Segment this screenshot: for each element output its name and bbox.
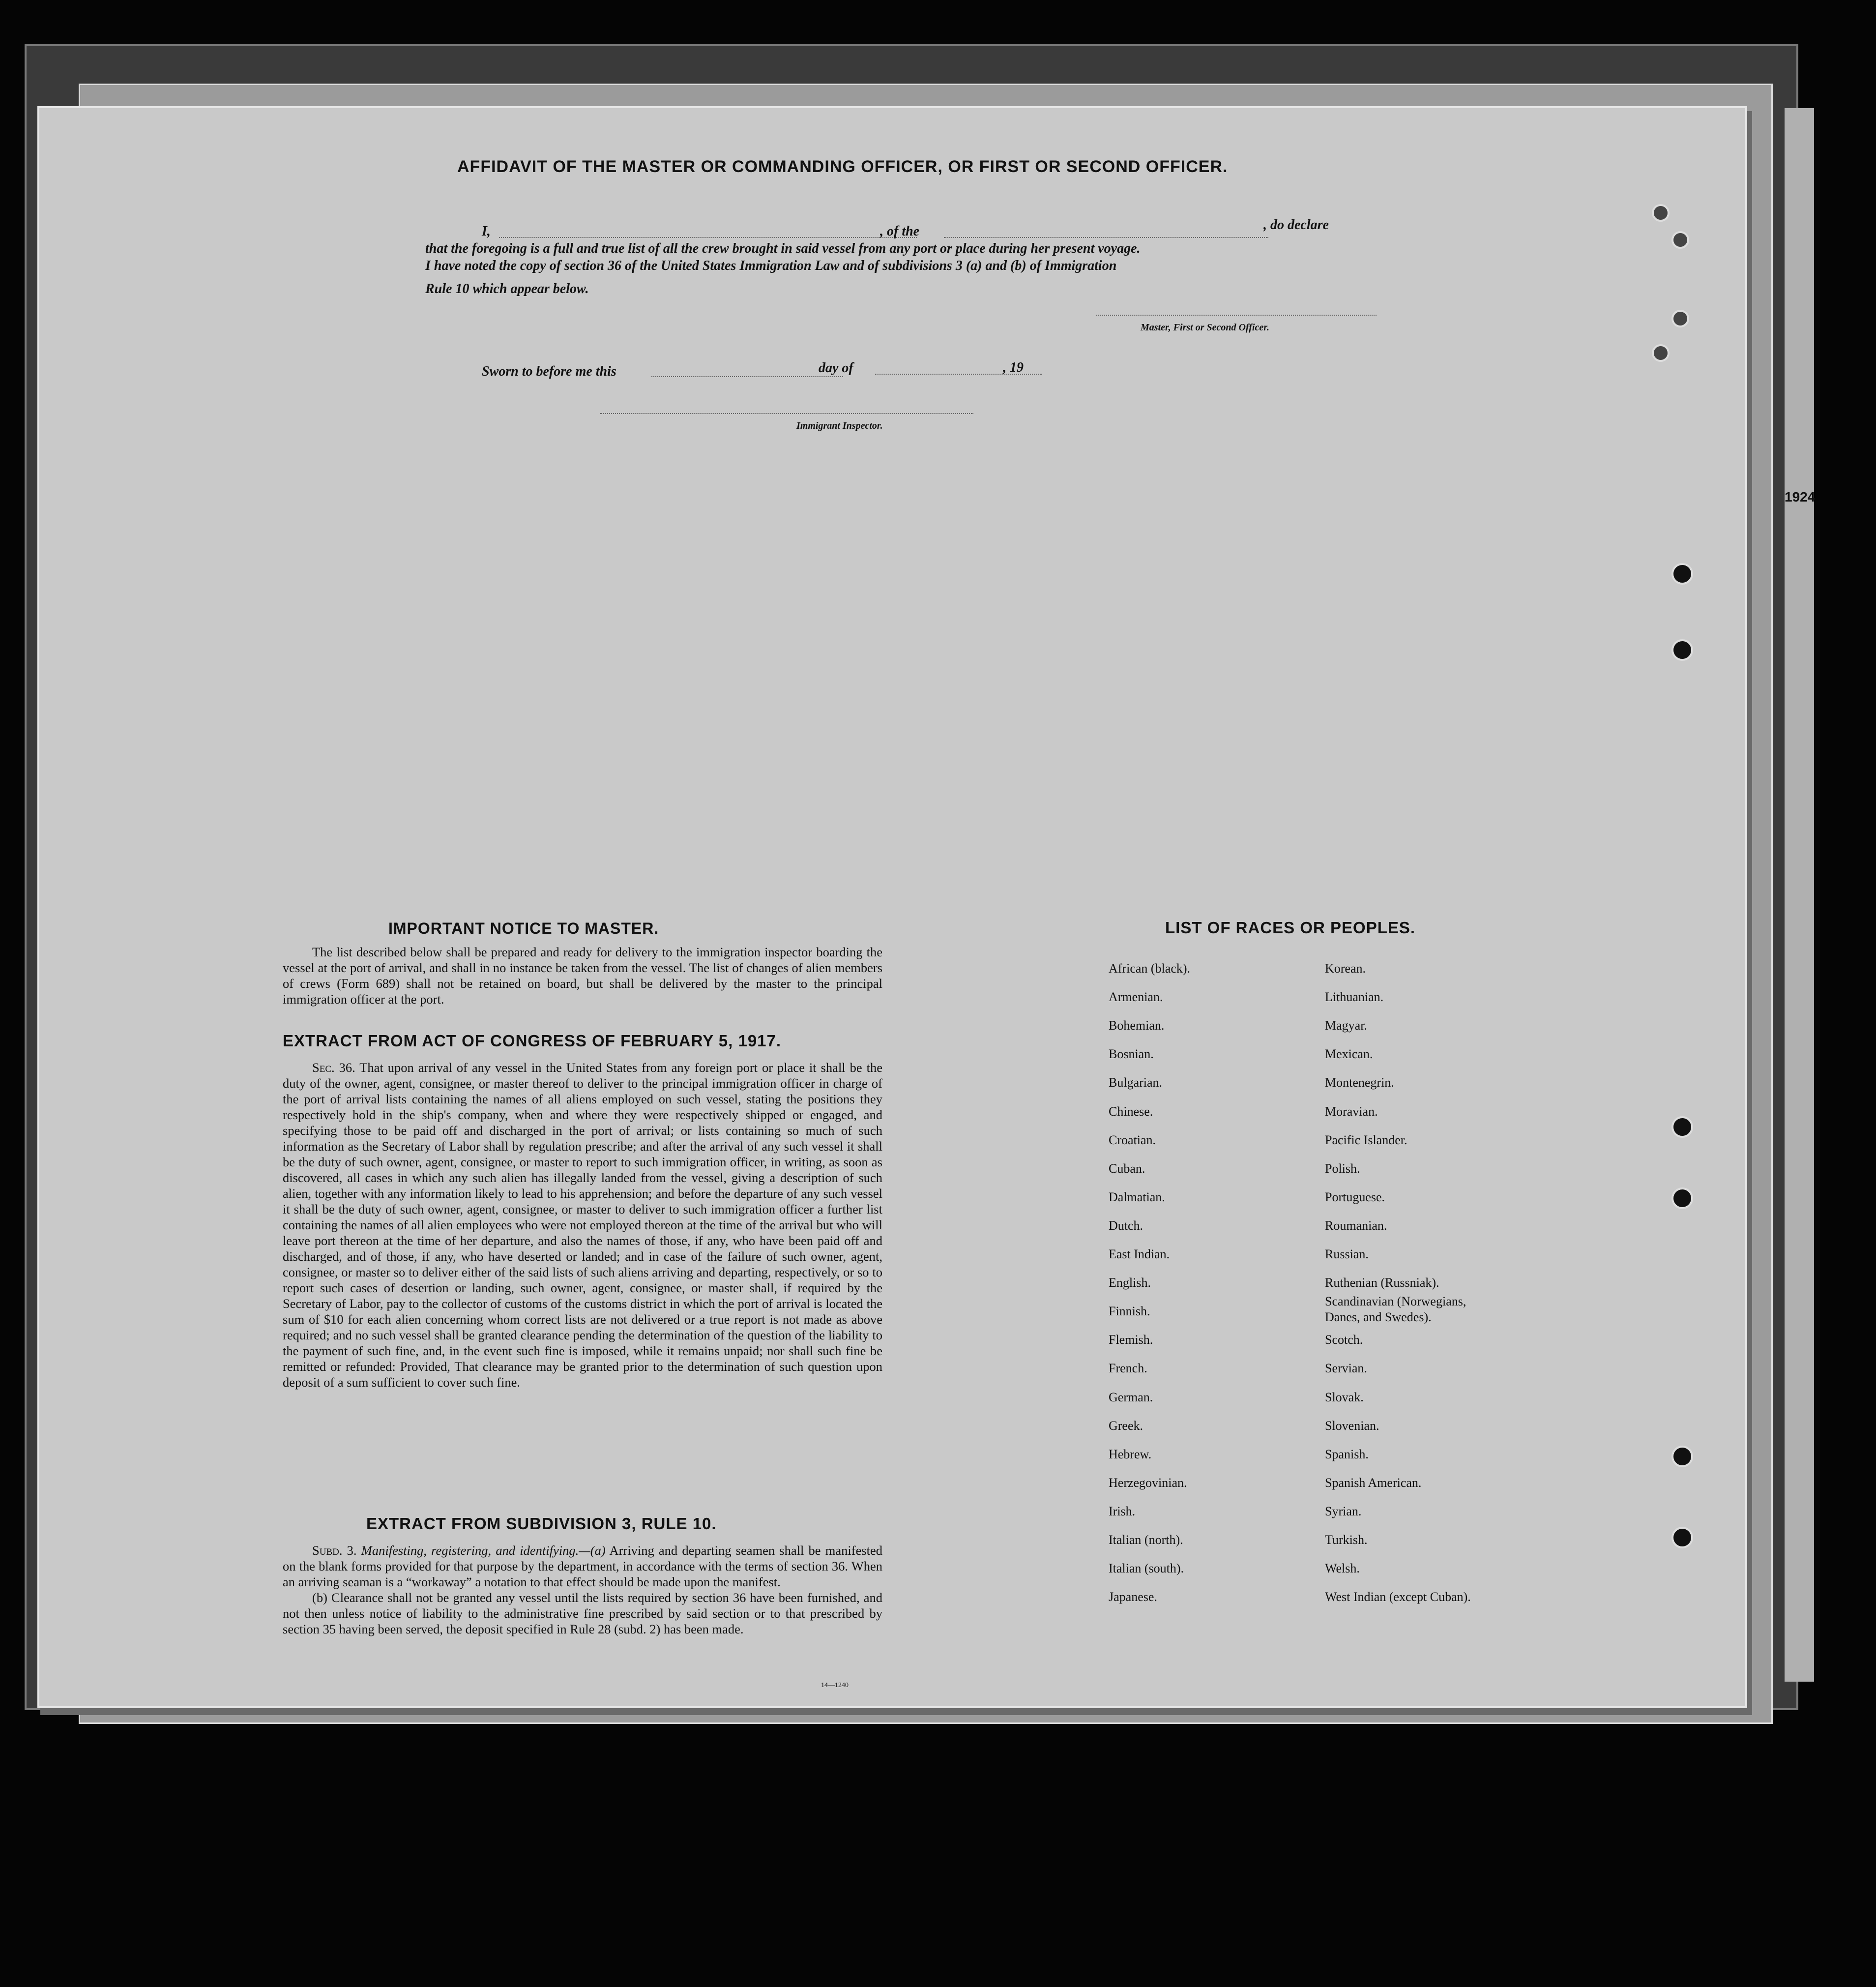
day-of-text: day of (819, 360, 853, 376)
affidavit-i: I, (482, 224, 491, 239)
race-item: Italian (north). (1109, 1533, 1183, 1547)
races-title: LIST OF RACES OR PEOPLES. (1165, 919, 1416, 937)
race-item: Polish. (1325, 1161, 1360, 1176)
race-item: Armenian. (1109, 990, 1163, 1004)
race-item: Herzegovinian. (1109, 1476, 1187, 1490)
race-item: Spanish. (1325, 1447, 1369, 1461)
race-item: East Indian. (1109, 1247, 1170, 1261)
race-item: Ruthenian (Russniak). (1325, 1275, 1439, 1290)
affidavit-of-the: , of the (880, 224, 920, 239)
inspector-blank (600, 413, 973, 414)
race-item: Welsh. (1325, 1561, 1360, 1575)
vessel-blank (944, 237, 1268, 238)
form-page (39, 108, 1745, 1706)
act-title: EXTRACT FROM ACT OF CONGRESS OF FEBRUARY 5, 1917. (283, 1032, 782, 1050)
punch-hole (1652, 344, 1670, 362)
race-item: English. (1109, 1275, 1151, 1290)
race-item: Bohemian. (1109, 1018, 1165, 1033)
race-item: Montenegrin. (1325, 1075, 1394, 1090)
inspector-label: Immigrant Inspector. (796, 420, 883, 431)
race-item: Portuguese. (1325, 1190, 1385, 1204)
year-prefix: , 19 (1003, 360, 1024, 375)
affidavit-line-4: Rule 10 which appear below. (425, 281, 589, 297)
punch-hole (1671, 1187, 1693, 1209)
signer-label: Master, First or Second Officer. (1141, 322, 1269, 333)
race-item: Korean. (1325, 961, 1366, 976)
race-item: Hebrew. (1109, 1447, 1152, 1461)
punch-hole (1671, 310, 1689, 327)
race-item: Japanese. (1109, 1590, 1157, 1604)
race-item: Roumanian. (1325, 1218, 1387, 1233)
race-item: Scandinavian (Norwegians, (1325, 1294, 1466, 1308)
race-item: Croatian. (1109, 1133, 1156, 1147)
race-item: Lithuanian. (1325, 990, 1384, 1004)
race-item: Syrian. (1325, 1504, 1362, 1518)
notice-text: The list described below shall be prepared and ready for delivery to the immigration inspector boarding the vessel at the port of arrival, and shall in no instance be taken from the vessel. The list of changes of alien members of crews (Form 689) shall not be retained on board, but shall be delivered by the master to the principal immigration officer at the port. (283, 945, 882, 1007)
race-item: West Indian (except Cuban). (1325, 1590, 1471, 1604)
race-item: Dalmatian. (1109, 1190, 1165, 1204)
affidavit-do-declare: , do declare (1263, 217, 1329, 233)
rule-subdivision-3 (283, 1542, 882, 1637)
race-item: German. (1109, 1390, 1153, 1404)
rule-subd-label: Subd. 3. (312, 1543, 357, 1558)
punch-hole (1671, 1446, 1693, 1467)
affidavit-line-2: that the foregoing is a full and true list of all the crew brought in said vessel from any port or place during her present voyage. (425, 241, 1141, 256)
race-item: Mexican. (1325, 1047, 1373, 1061)
act-section-36 (283, 1060, 882, 1390)
edge-year: 1924 (1785, 489, 1816, 504)
race-item: Dutch. (1109, 1218, 1143, 1233)
race-item: Cuban. (1109, 1161, 1145, 1176)
affidavit-title: AFFIDAVIT OF THE MASTER OR COMMANDING OFFICER, OR FIRST OR SECOND OFFICER. (457, 157, 1228, 176)
race-item: African (black). (1109, 961, 1191, 976)
race-item: Flemish. (1109, 1333, 1153, 1347)
race-item: French. (1109, 1361, 1147, 1375)
punch-hole (1652, 204, 1670, 222)
race-item: Scotch. (1325, 1333, 1363, 1347)
race-item: Finnish. (1109, 1304, 1150, 1318)
race-item: Slovak. (1325, 1390, 1364, 1404)
act-section-text: That upon arrival of any vessel in the United States from any foreign port or place it shall be the duty of the owner, agent, consignee, or master thereof to deliver to the principal immigration officer in charge of the port of arrival lists containing the names of all aliens employed on such vessel, stating the positions they respectively hold in the ship's company, when and where they were respectively shipped or engaged, and specifying those to be paid off and discharged in the port of arrival; or lists containing so much of such information as the Secretary of Labor shall by regulation prescribe; and after the arrival of any such vessel it shall be the duty of such owner, agent, consignee, or master to report to such immigration officer, in writing, as soon as discovered, all cases in which any such alien has illegally landed from the vessel, giving a description of such alien, together with any information likely to lead to his apprehension; and before the departure of any such vessel it shall be the duty of such owner, agent, consignee, or master to deliver to such immigration officer a further list containing the names of all alien employees who were not employed thereon at the time of the arrival but who will leave port thereon at the time of her departure, and also the names of those, if any, who have been paid off and discharged, and of those, if any, who have deserted or landed; and in case of the failure of such owner, agent, consignee, or master so to deliver either of the said lists of such aliens arriving and departing, respectively, or so to report such cases of desertion or landing, such owner, agent, consignee, or master shall, if required by the Secretary of Labor, pay to the collector of customs of the customs district in which the port of arrival is located the sum of $10 for each alien concerning whom correct lists are not delivered or a true report is not made as above required; and no such vessel shall be granted clearance pending the determination of the question of the liability to the payment of such fine, and, in the event such fine is imposed, while it remains unpaid; nor shall such fine be remitted or refunded: Provided, That clearance may be granted prior to the determination of such question upon deposit of a sum sufficient to cover such fine. (283, 1060, 882, 1390)
race-item: Danes, and Swedes). (1325, 1310, 1432, 1324)
underlying-page-edge (1785, 108, 1814, 1682)
race-item: Irish. (1109, 1504, 1136, 1518)
notice-title: IMPORTANT NOTICE TO MASTER. (388, 919, 659, 937)
race-item: Bosnian. (1109, 1047, 1154, 1061)
race-item: Magyar. (1325, 1018, 1367, 1033)
race-item: Italian (south). (1109, 1561, 1184, 1575)
punch-hole (1671, 1116, 1693, 1138)
rule-b-text: (b) Clearance shall not be granted any vessel until the lists required by section 36 have been furnished, and not then unless notice of liability to the administrative fine prescribed by said section or to that prescribed by section 35 having been served, the deposit specified in Rule 28 (subd. 2) has been made. (283, 1590, 882, 1636)
race-item: Slovenian. (1325, 1419, 1379, 1433)
race-item: Pacific Islander. (1325, 1133, 1407, 1147)
race-item: Chinese. (1109, 1104, 1153, 1119)
signature-blank (1096, 315, 1377, 316)
punch-hole (1671, 639, 1693, 661)
punch-hole (1671, 563, 1693, 585)
race-item: Turkish. (1325, 1533, 1368, 1547)
name-blank (499, 237, 917, 238)
punch-hole (1671, 231, 1689, 249)
race-item: Bulgarian. (1109, 1075, 1163, 1090)
race-item: Spanish American. (1325, 1476, 1422, 1490)
rule-a-text: Arriving and departing seamen shall be manifested on the blank forms provided for that purpose by the department, in accordance with the terms of section 36. When an arriving seaman is a “workaway” a notation to that effect should be made upon the manifest. (283, 1543, 883, 1589)
punch-hole (1671, 1527, 1693, 1548)
race-item: Moravian. (1325, 1104, 1378, 1119)
form-number: 14—1240 (821, 1682, 849, 1689)
affidavit-line-3: I have noted the copy of section 36 of the United States Immigration Law and of subdivisions 3 (a) and (b) of Immigration (425, 258, 1117, 273)
act-section-label: Sec. 36. (312, 1060, 355, 1075)
race-item: Greek. (1109, 1419, 1143, 1433)
rule-title: EXTRACT FROM SUBDIVISION 3, RULE 10. (366, 1514, 717, 1533)
rule-a-heading: Manifesting, registering, and identifying.—(a) (361, 1543, 606, 1558)
day-blank (651, 376, 843, 377)
race-item: Russian. (1325, 1247, 1369, 1261)
sworn-text: Sworn to before me this (482, 364, 616, 379)
race-item: Servian. (1325, 1361, 1367, 1375)
